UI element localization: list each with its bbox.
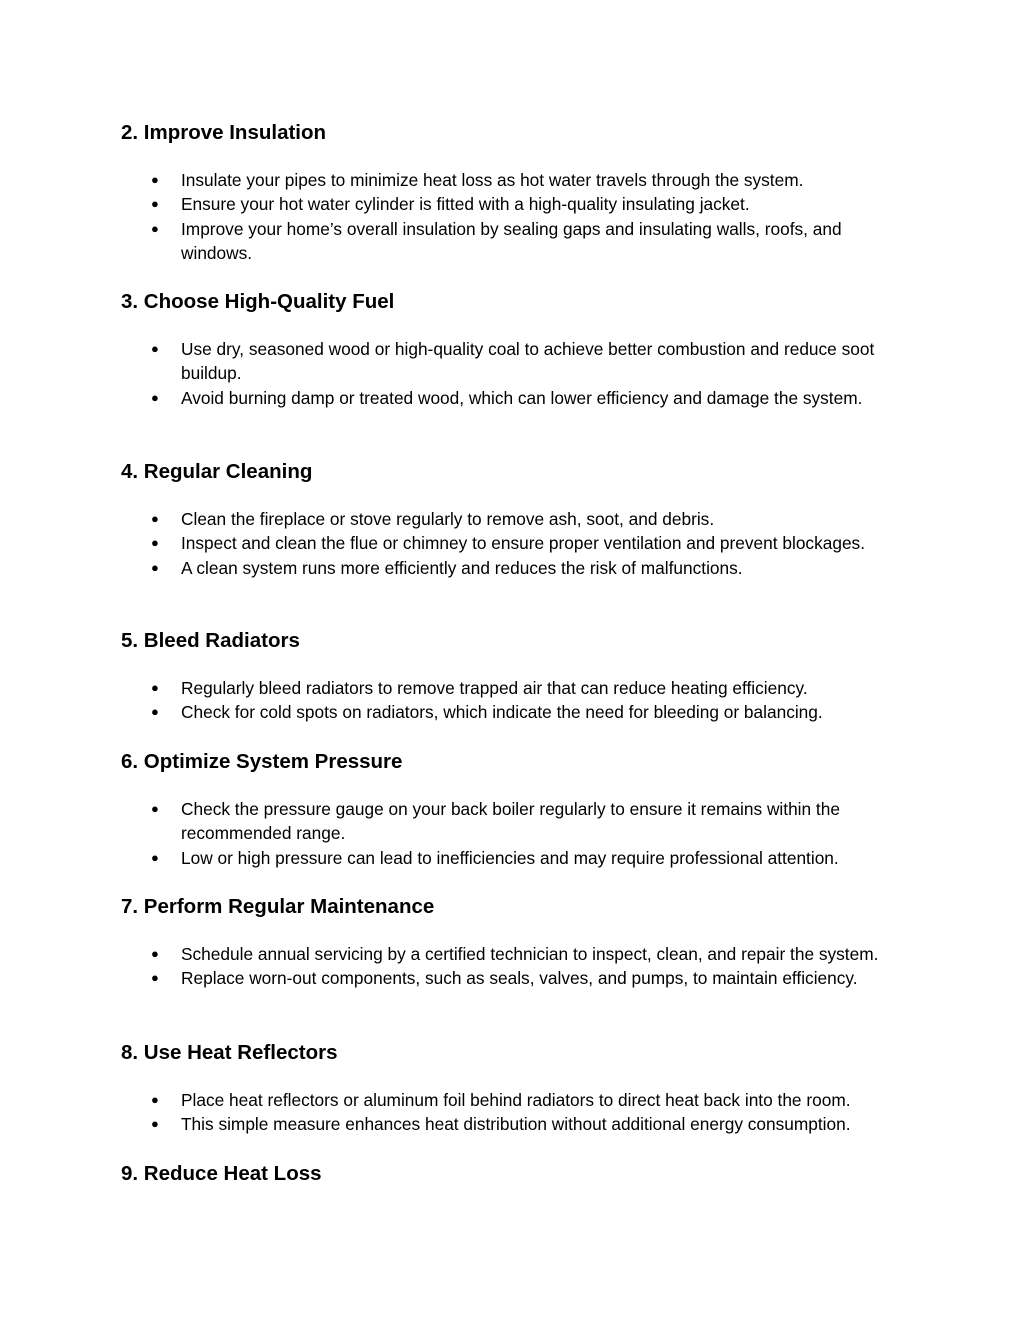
bullet-icon: ● [151, 559, 159, 575]
list-item [121, 676, 901, 700]
list-item-text: Inspect and clean the flue or chimney to ensure proper ventilation and prevent blockages. [181, 533, 865, 554]
bullet-icon: ● [151, 535, 159, 551]
section-heading: 2. Improve Insulation [121, 121, 327, 144]
section-heading: 7. Perform Regular Maintenance [121, 895, 435, 918]
bullet-icon: ● [151, 172, 159, 187]
bullet-icon: ● [151, 704, 159, 720]
bullet-list [121, 507, 921, 580]
bullet-icon: ● [151, 970, 159, 986]
bullet-list [121, 942, 921, 991]
list-item-text: Replace worn-out components, such as seals, valves, and pumps, to maintain efficiency. [181, 968, 858, 989]
section-heading: 5. Bleed Radiators [121, 629, 300, 652]
list-item [121, 942, 901, 966]
list-item-text: Improve your home’s overall insulation by sealing gaps and insulating walls, roofs, and windows. [181, 218, 842, 263]
bullet-icon: ● [151, 220, 159, 236]
bullet-icon: ● [151, 849, 159, 865]
bullet-list [121, 1088, 921, 1137]
section-improve-insulation [121, 121, 921, 265]
list-item [121, 556, 901, 580]
bullet-icon: ● [151, 341, 159, 356]
bullet-icon: ● [151, 1116, 159, 1132]
list-item [121, 192, 901, 216]
section-choose-fuel [121, 290, 921, 410]
list-item-text: This simple measure enhances heat distribution without additional energy consumption. [181, 1114, 851, 1135]
bullet-list [121, 676, 921, 725]
bullet-icon: ● [151, 1092, 159, 1107]
list-item [121, 386, 901, 410]
list-item-text: A clean system runs more efficiently and reduces the risk of malfunctions. [181, 557, 743, 578]
list-item [121, 168, 901, 192]
list-item [121, 507, 901, 531]
section-heading: 8. Use Heat Reflectors [121, 1041, 338, 1064]
bullet-list [121, 168, 921, 265]
bullet-icon: ● [151, 511, 159, 526]
list-item-text: Low or high pressure can lead to inefficiencies and may require professional attention. [181, 847, 839, 868]
list-item-text: Regularly bleed radiators to remove trapped air that can reduce heating efficiency. [181, 678, 808, 698]
bullet-icon: ● [151, 680, 159, 695]
list-item-text: Check the pressure gauge on your back boiler regularly to ensure it remains within the recommended range. [181, 799, 840, 844]
bullet-icon: ● [151, 196, 159, 212]
list-item-text: Ensure your hot water cylinder is fitted with a high-quality insulating jacket. [181, 194, 750, 215]
bullet-icon: ● [151, 801, 159, 816]
list-item [121, 846, 901, 870]
section-regular-cleaning [121, 460, 921, 580]
list-item [121, 966, 901, 990]
list-item-text: Insulate your pipes to minimize heat loss as hot water travels through the system. [181, 170, 804, 190]
bullet-list [121, 797, 921, 870]
section-heading: 6. Optimize System Pressure [121, 750, 403, 773]
bullet-icon: ● [151, 946, 159, 961]
list-item [121, 1112, 901, 1136]
list-item [121, 217, 901, 266]
list-item [121, 1088, 901, 1112]
list-item [121, 797, 901, 846]
section-reduce-heat-loss [121, 1162, 921, 1186]
section-bleed-radiators [121, 629, 921, 725]
list-item [121, 337, 901, 386]
list-item-text: Check for cold spots on radiators, which indicate the need for bleeding or balancing. [181, 702, 823, 723]
bullet-list [121, 337, 921, 410]
list-item [121, 531, 901, 555]
list-item [121, 700, 901, 724]
section-heading: 4. Regular Cleaning [121, 460, 313, 483]
list-item-text: Schedule annual servicing by a certified technician to inspect, clean, and repair the system. [181, 944, 879, 964]
section-regular-maintenance [121, 895, 921, 991]
list-item-text: Avoid burning damp or treated wood, which can lower efficiency and damage the system. [181, 387, 863, 408]
section-heat-reflectors [121, 1041, 921, 1137]
list-item-text: Clean the fireplace or stove regularly to remove ash, soot, and debris. [181, 509, 715, 529]
section-system-pressure [121, 750, 921, 870]
bullet-icon: ● [151, 389, 159, 405]
section-heading: 3. Choose High-Quality Fuel [121, 290, 395, 313]
list-item-text: Use dry, seasoned wood or high-quality coal to achieve better combustion and reduce soot buildup. [181, 339, 875, 384]
section-heading: 9. Reduce Heat Loss [121, 1162, 322, 1185]
list-item-text: Place heat reflectors or aluminum foil behind radiators to direct heat back into the room. [181, 1090, 851, 1110]
